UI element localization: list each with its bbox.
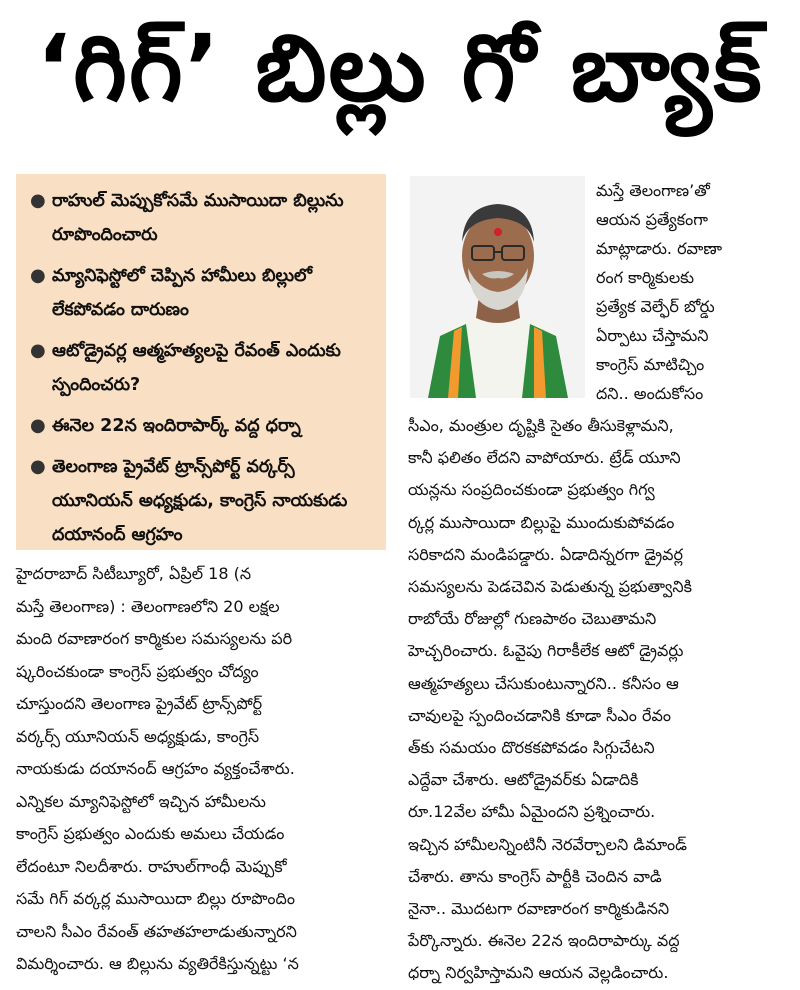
article-right-column-bottom: సీఎం, మంత్రుల దృష్టికి సైతం తీసుకెళ్లామని, కానీ ఫలితం లేదని వాపోయారు. ట్రేడ్ యూని యన్లను సంప్రదించకుండా ప్రభుత్వం గిగ్వ ర్కర్ల ముసాయిదా బిల్లుపై ముందుకుపోవడం సరికాదని మండిపడ్డారు. ఏడాదిన్నరగా డ్రైవర్ల సమస్యలను పెడచెవిన పెడుతున్న ప్రభుత్వానికి రాబోయే రోజుల్లో గుణపాఠం చెబుతామని హెచ్చరించారు. ఓవైపు గిరాకీలేక ఆటో డ్రైవర్లు ఆత్మహత్యలు చేసుకుంటున్నారని.. కనీసం ఆ చావులపై స్పందించడానికి కూడా సీఎం రేవం త్‌కు సమయం దొరకకపోవడం సిగ్గుచేటని ఎద్దేవా చేశారు. ఆటోడ్రైవర్‌కు ఏడాదికి రూ.12వేల హామీ ఏమైందని ప్రశ్నించారు. ఇచ్చిన హామీలన్నింటినీ నెరవేర్చాలని డిమాండ్ చేశారు. తాను కాంగ్రెస్ పార్టీకి చెందిన వాడి నైనా.. మొదటగా రవాణారంగ కార్మికుడినని పేర్కొన్నారు. ఈనెల 22న ఇందిరాపార్కు వద్ద ధర్నా నిర్వహిస్తామని ఆయన వెల్లడించారు. [408, 416, 692, 983]
highlights-box [16, 174, 386, 550]
highlight-text: తెలంగాణ ప్రైవేట్ ట్రాన్స్‌పోర్ట్ వర్కర్స్ యూనియన్ అధ్యక్షుడు, కాంగ్రెస్ నాయకుడు దయానంద్ ఆగ్రహం [52, 457, 348, 545]
bullet-icon: ● [30, 456, 46, 477]
headline: ‘గిగ్’ బిల్లు గో బ్యాక్ [36, 15, 764, 122]
article-right-column-top: మస్తే తెలంగాణ’తో ఆయన ప్రత్యేకంగా మాట్లాడారు. రవాణా రంగ కార్మికులకు ప్రత్యేక వెల్ఫేర్ బోర్డు ఏర్పాటు చేస్తామని కాంగ్రెస్ మాటిచ్చిం దని.. అందుకోసం [596, 181, 722, 403]
highlight-item [30, 334, 376, 402]
bullet-icon: ● [30, 190, 46, 211]
article-left-column: హైదరాబాద్ సిటీబ్యూరో, ఏప్రిల్ 18 (న మస్తే తెలంగాణ) : తెలంగాణలోని 20 లక్షల మంది రవాణారంగ కార్మికుల సమస్యలను పరి ష్కరించకుండా కాంగ్రెస్ ప్రభుత్వం చోద్యం చూస్తుందని తెలంగాణ ప్రైవేట్ ట్రాన్స్‌పోర్ట్ వర్కర్స్ యూనియన్ అధ్యక్షుడు, కాంగ్రెస్ నాయకుడు దయానంద్ ఆగ్రహం వ్యక్తంచేశారు. ఎన్నికల మ్యానిఫెస్టోలో ఇచ్చిన హామీలను కాంగ్రెస్ ప్రభుత్వం ఎందుకు అమలు చేయడం లేదంటూ నిలదీశారు. రాహుల్‌గాంధీ మెప్పుకో సమే గిగ్ వర్కర్ల ముసాయిదా బిల్లు రూపొందిం చాలని సీఎం రేవంత్ తహతహలాడుతున్నారని విమర్శించారు. ఆ బిల్లును వ్యతిరేకిస్తున్నట్టు ‘న [16, 564, 299, 973]
bullet-icon: ● [30, 415, 46, 436]
highlight-text: ఆటోడ్రైవర్ల ఆత్మహత్యలపై రేవంత్ ఎందుకు స్పందించరు? [52, 341, 341, 395]
highlight-item [30, 259, 376, 327]
portrait-photo [410, 176, 585, 398]
highlight-item [30, 184, 376, 252]
highlight-text: మ్యానిఫెస్టోలో చెప్పిన హామీలు బిల్లులో లేకపోవడం దారుణం [52, 266, 313, 320]
bullet-icon: ● [30, 265, 46, 286]
highlight-text: రాహుల్ మెప్పుకోసమే ముసాయిదా బిల్లును రూపొందించారు [52, 191, 344, 245]
highlight-text: ఈనెల 22న ఇందిరాపార్క్ వద్ద ధర్నా [52, 416, 301, 436]
highlight-item [30, 409, 376, 443]
highlight-item [30, 450, 376, 552]
bullet-icon: ● [30, 340, 46, 361]
